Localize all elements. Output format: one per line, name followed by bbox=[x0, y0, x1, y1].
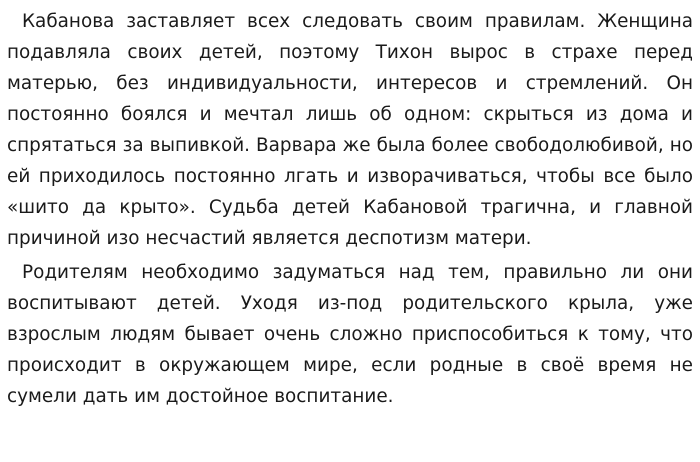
paragraph-2: Родителям необходимо задуматься над тем, правильно ли они воспитывают детей. Уходя из-под родительского крыла, уже взрослым людям бывает очень сложно приспособиться к тому, что происходит в окружающем мире, если родные в своё время не сумели дать им достойное воспитание. bbox=[7, 262, 693, 407]
paragraph-1: Кабанова заставляет всех следовать своим правилам. Женщина подавляла своих детей, поэтому Тихон вырос в страхе перед матерью, без индивидуальности, интересов и стремлений. Он постоянно боялся и мечтал лишь об одном: скрыться из дома и спрятаться за выпивкой. Варвара же была более свободолюбивой, но ей приходилось постоянно лгать и изворачиваться, чтобы все было «шито да крыто». Судьба детей Кабановой трагична, и главной причиной изо несчастий является деспотизм матери. bbox=[7, 11, 693, 249]
document-body bbox=[7, 6, 693, 412]
